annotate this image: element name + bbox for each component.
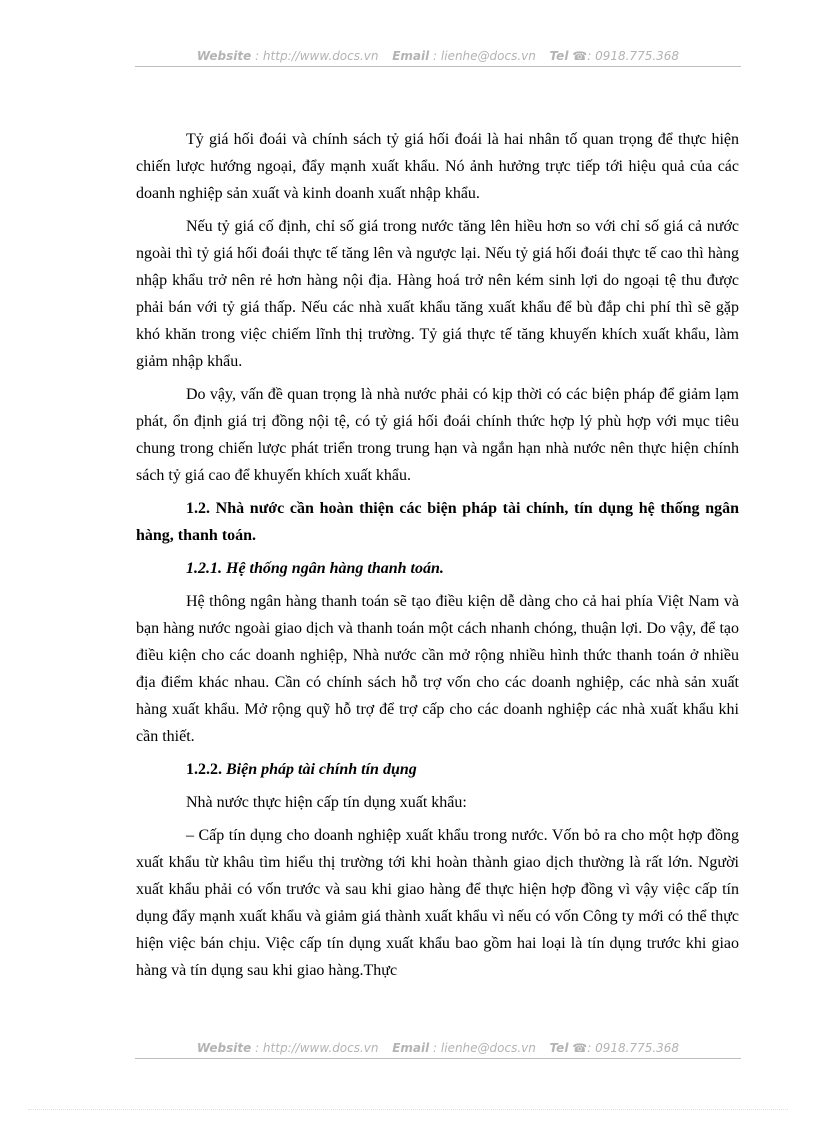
section-title: Biện pháp tài chính tín dụng: [226, 761, 417, 778]
page-header: [135, 49, 741, 71]
paragraph-credit-detail: – Cấp tín dụng cho doanh nghiệp xuất khẩu trong nước. Vốn bỏ ra cho một hợp đồng xuất khẩu từ khâu tìm hiểu thị trường tới khi hoàn thành giao dịch thường là rất lớn. Người xuất khẩu phải có vốn trước và sau khi giao hàng để thực hiện hợp đồng vì vậy việc cấp tín dụng đẩy mạnh xuất khẩu và giảm giá thành xuất khẩu vì nếu có vốn Công ty mới có thể thực hiện việc bán chịu. Việc cấp tín dụng xuất khẩu bao gồm hai loại là tín dụng trước khi giao hàng và tín dụng sau khi giao hàng.Thực: [136, 827, 739, 979]
section-number: 1.2.2.: [186, 761, 222, 778]
footer-rule: [135, 1058, 741, 1059]
paragraph-exchange-rate: Tỷ giá hối đoái và chính sách tỷ giá hối đoái là hai nhân tố quan trọng để thực hiện chiến lược hướng ngoại, đẩy mạnh xuất khẩu. Nó ảnh hưởng trực tiếp tới hiệu quả của các doanh nghiệp sản xuất và kinh doanh xuất nhập khẩu.: [136, 131, 739, 202]
header-website-url: : http://www.docs.vn: [255, 49, 379, 63]
document-body: [136, 126, 739, 990]
paragraph-banking-system: Hệ thông ngân hàng thanh toán sẽ tạo điều kiện dễ dàng cho cả hai phía Việt Nam và bạn hàng nước ngoài giao dịch và thanh toán một cách nhanh chóng, thuận lợi. Do vậy, để tạo điều kiện cho các doanh nghiệp, Nhà nước cần mở rộng nhiều hình thức thanh toán ở nhiều địa điểm khác nhau. Cần có chính sách hỗ trợ vốn cho các doanh nghiệp, các nhà sản xuất hàng xuất khẩu. Mở rộng quỹ hỗ trợ để trợ cấp cho các doanh nghiệp các nhà xuất khẩu khi cần thiết.: [136, 593, 739, 745]
header-email-label: Email: [392, 49, 430, 63]
paragraph-policy: Do vậy, vấn đề quan trọng là nhà nước phải có kịp thời có các biện pháp để giảm lạm phát, ổn định giá trị đồng nội tệ, có tỷ giá hối đoái chính thức hợp lý phù hợp với mục tiêu chung trong chiến lược phát triển trong trung hạn và ngắn hạn nhà nước nên thực hiện chính sách tỷ giá cao để khuyến khích xuất khẩu.: [136, 386, 739, 484]
phone-icon: ☎: [572, 1041, 588, 1055]
footer-email-label: Email: [392, 1041, 430, 1055]
header-website-label: Website: [196, 49, 252, 63]
paragraph-fixed-rate: Nếu tỷ giá cố định, chỉ số giá trong nước tăng lên hiều hơn so với chỉ số giá cả nước ngoài thì tỷ giá hối đoái thực tế tăng lên và ngược lại. Nếu tỷ giá hối đoái thực tế cao thì hàng nhập khẩu trở nên rẻ hơn hàng nội địa. Hàng hoá trở nên kém sinh lợi do ngoại tệ thu được phải bán với tỷ giá thấp. Nếu các nhà xuất khẩu tăng xuất khẩu để bù đắp chi phí thì sẽ gặp khó khăn trong việc chiếm lĩnh thị trường. Tỷ giá thực tế tăng khuyến khích xuất khẩu, làm giảm nhập khẩu.: [136, 218, 739, 370]
section-heading-1-2-1: 1.2.1. Hệ thống ngân hàng thanh toán.: [186, 560, 444, 577]
header-email-address: : lienhe@docs.vn: [433, 49, 536, 63]
section-heading-1-2-2: [136, 756, 739, 783]
page-bottom-border: [28, 1109, 788, 1110]
paragraph-credit-intro: Nhà nước thực hiện cấp tín dụng xuất khẩu:: [186, 794, 467, 811]
footer-website-url: : http://www.docs.vn: [255, 1041, 379, 1055]
header-tel-number: : 0918.775.368: [587, 49, 680, 63]
page-footer: [135, 1041, 741, 1063]
footer-tel-label: Tel: [549, 1041, 569, 1055]
footer-email-address: : lienhe@docs.vn: [433, 1041, 536, 1055]
footer-website-label: Website: [196, 1041, 252, 1055]
phone-icon: ☎: [572, 49, 588, 63]
footer-tel-number: : 0918.775.368: [587, 1041, 680, 1055]
header-tel-label: Tel: [549, 49, 569, 63]
section-heading-1-2: 1.2. Nhà nước cần hoàn thiện các biện pháp tài chính, tín dụng hệ thống ngân hàng, thanh toán.: [136, 500, 739, 544]
header-rule: [135, 66, 741, 67]
